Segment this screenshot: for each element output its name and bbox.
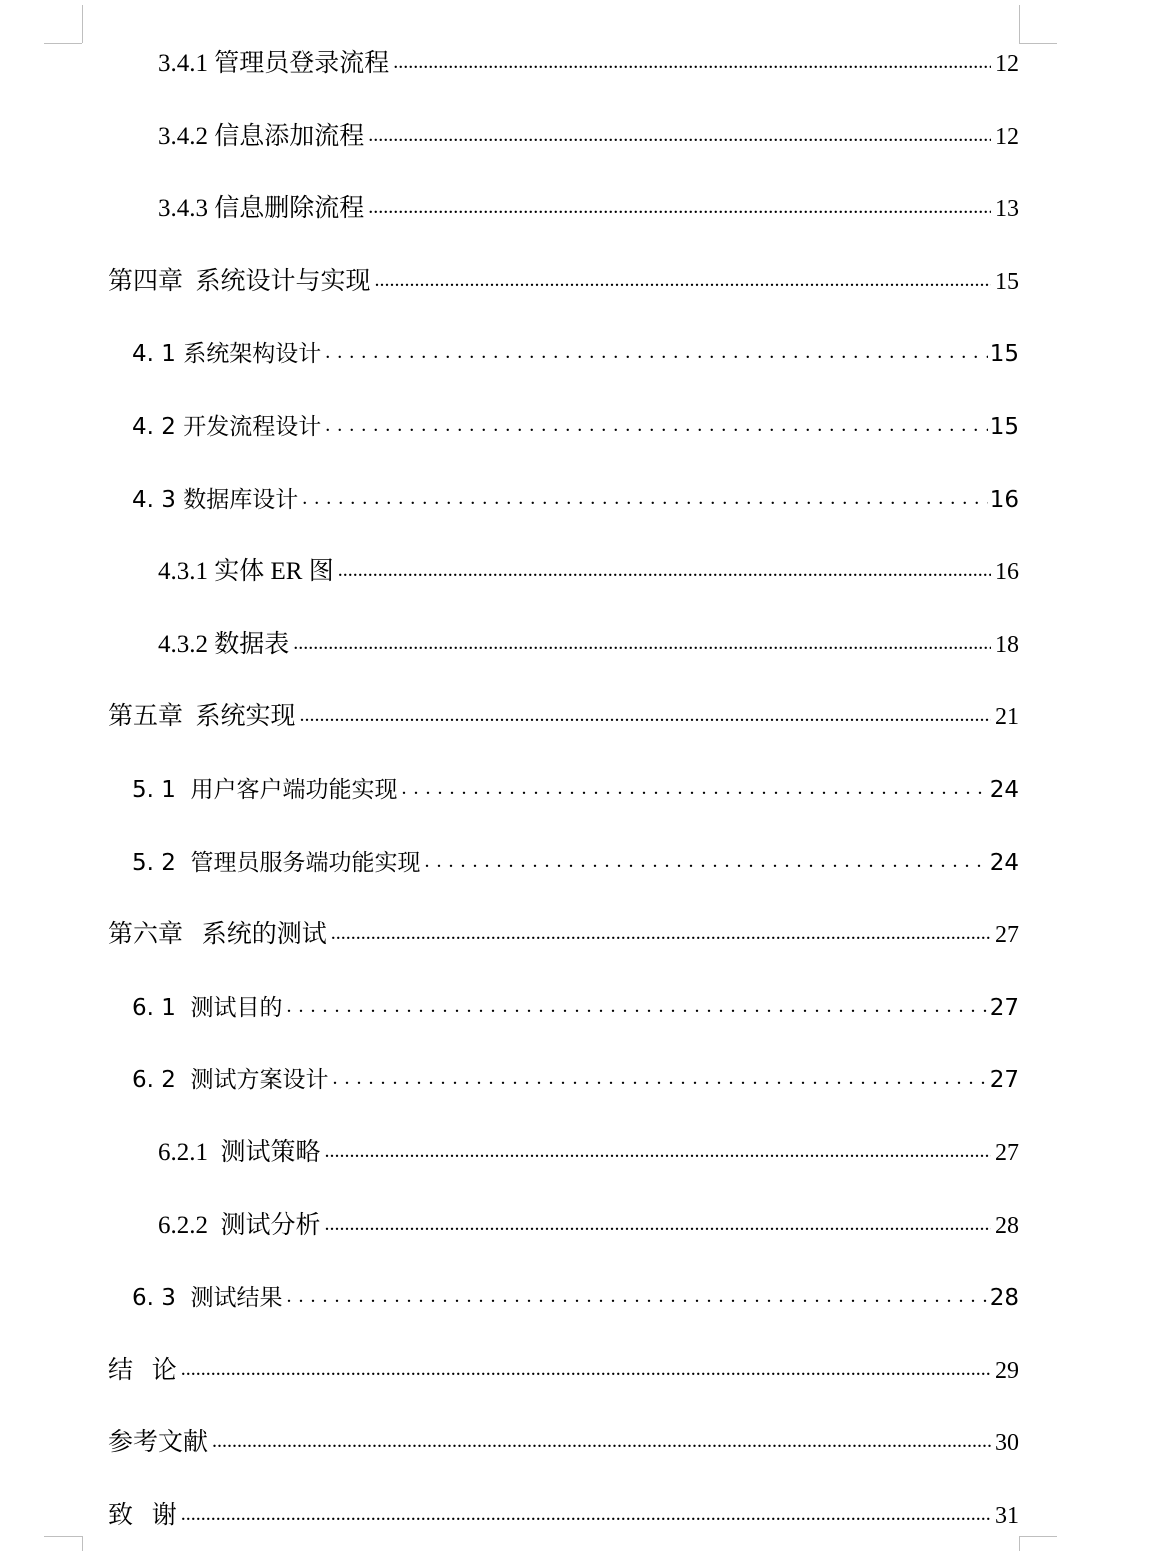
toc-dot-leader (325, 407, 988, 443)
toc-entry-page-number: 31 (995, 1503, 1019, 1529)
toc-entry-page-number: 12 (995, 124, 1019, 150)
toc-dot-leader (425, 843, 988, 879)
toc-dot-leader (375, 262, 991, 298)
toc-entry-title: 4. 1 系统架构设计 (132, 341, 322, 367)
toc-entry-title: 致 谢 (108, 1502, 177, 1529)
toc-entry-page-number: 27 (995, 1140, 1019, 1166)
toc-entry-title: 6. 3 测试结果 (132, 1285, 283, 1311)
toc-entry-title: 第四章 系统设计与实现 (108, 268, 371, 295)
toc-entry-title: 6. 1 测试目的 (132, 995, 283, 1021)
toc-entry[interactable] (0, 699, 1160, 735)
toc-entry[interactable] (0, 627, 1160, 663)
toc-entry-page-number: 28 (995, 1213, 1019, 1239)
toc-entry[interactable] (0, 1208, 1160, 1244)
toc-dot-leader (212, 1423, 991, 1459)
toc-entry-page-number: 21 (995, 704, 1019, 730)
toc-entry-line (158, 191, 1019, 227)
toc-entry-title: 第六章 系统的测试 (108, 921, 327, 948)
toc-dot-leader (325, 334, 988, 370)
toc-entry[interactable] (0, 554, 1160, 590)
toc-entry-page-number: 27 (989, 995, 1019, 1021)
toc-entry-page-number: 15 (995, 269, 1019, 295)
toc-dot-leader (333, 1060, 988, 1096)
toc-entry-line (132, 1280, 1019, 1316)
toc-entry-title: 4.3.2 数据表 (158, 631, 290, 658)
toc-entry-title: 参考文献 (108, 1429, 209, 1456)
toc-entry-line (158, 46, 1019, 82)
toc-entry[interactable] (0, 845, 1160, 881)
toc-entry-page-number: 18 (995, 632, 1019, 658)
toc-dot-leader (287, 1278, 988, 1314)
toc-dot-leader (293, 625, 991, 661)
toc-entry-line (132, 1062, 1019, 1098)
toc-entry-page-number: 24 (989, 777, 1019, 803)
toc-entry-page-number: 24 (989, 850, 1019, 876)
crop-mark-bottom-left-vertical (82, 1536, 83, 1551)
toc-entry[interactable] (0, 264, 1160, 300)
crop-mark-top-left-horizontal (44, 43, 82, 44)
toc-entry-line (132, 772, 1019, 808)
toc-dot-leader (331, 915, 991, 951)
toc-entry[interactable] (0, 1135, 1160, 1171)
toc-entry-title: 3.4.1 管理员登录流程 (158, 50, 390, 77)
toc-entry-page-number: 13 (995, 196, 1019, 222)
toc-dot-leader (393, 44, 991, 80)
toc-entry-line (108, 917, 1019, 953)
toc-entry-title: 结 论 (108, 1357, 177, 1384)
toc-entry[interactable] (0, 1498, 1160, 1534)
toc-entry[interactable] (0, 46, 1160, 82)
toc-entry[interactable] (0, 1425, 1160, 1461)
toc-entry-page-number: 28 (989, 1285, 1019, 1311)
toc-dot-leader (302, 480, 988, 516)
toc-entry[interactable] (0, 990, 1160, 1026)
toc-dot-leader (368, 189, 991, 225)
toc-entry-title: 6. 2 测试方案设计 (132, 1067, 329, 1093)
toc-entry[interactable] (0, 917, 1160, 953)
toc-entry-line (132, 336, 1019, 372)
crop-mark-top-right-horizontal (1019, 43, 1057, 44)
toc-entry-page-number: 16 (989, 487, 1019, 513)
toc-entry-line (108, 699, 1019, 735)
toc-entry[interactable] (0, 191, 1160, 227)
toc-entry-line (158, 1208, 1019, 1244)
toc-entry-line (132, 482, 1019, 518)
toc-entry-title: 5. 2 管理员服务端功能实现 (132, 850, 421, 876)
toc-entry[interactable] (0, 772, 1160, 808)
toc-entry-page-number: 29 (995, 1358, 1019, 1384)
toc-entry[interactable] (0, 1353, 1160, 1389)
toc-entry-line (158, 627, 1019, 663)
toc-entry[interactable] (0, 1062, 1160, 1098)
toc-entry-line (132, 409, 1019, 445)
toc-entry-title: 4. 3 数据库设计 (132, 487, 299, 513)
toc-entry-page-number: 27 (989, 1067, 1019, 1093)
toc-entry-line (108, 1425, 1019, 1461)
toc-dot-leader (368, 117, 991, 153)
toc-entry[interactable] (0, 1280, 1160, 1316)
toc-entry-title: 4.3.1 实体 ER 图 (158, 558, 334, 585)
toc-entry-line (132, 845, 1019, 881)
toc-dot-leader (325, 1206, 991, 1242)
toc-entry-page-number: 27 (995, 922, 1019, 948)
toc-entry[interactable] (0, 482, 1160, 518)
toc-dot-leader (402, 770, 988, 806)
crop-mark-bottom-right-vertical (1019, 1536, 1020, 1551)
toc-entry-title: 6.2.1 测试策略 (158, 1139, 321, 1166)
toc-entry-line (108, 264, 1019, 300)
toc-entry-line (158, 1135, 1019, 1171)
toc-entry[interactable] (0, 119, 1160, 155)
toc-dot-leader (181, 1351, 991, 1387)
toc-entry-title: 5. 1 用户客户端功能实现 (132, 777, 398, 803)
toc-entry-page-number: 30 (995, 1430, 1019, 1456)
toc-entry-line (158, 554, 1019, 590)
toc-dot-leader (287, 988, 988, 1024)
toc-dot-leader (181, 1496, 991, 1532)
toc-entry-title: 6.2.2 测试分析 (158, 1212, 321, 1239)
toc-dot-leader (338, 552, 991, 588)
toc-entry-title: 第五章 系统实现 (108, 703, 296, 730)
toc-entry-title: 3.4.3 信息删除流程 (158, 195, 365, 222)
toc-entry-page-number: 16 (995, 559, 1019, 585)
toc-entry[interactable] (0, 409, 1160, 445)
toc-entry-line (108, 1353, 1019, 1389)
crop-mark-top-right-vertical (1019, 5, 1020, 43)
toc-entry-page-number: 15 (989, 341, 1019, 367)
toc-dot-leader (300, 697, 991, 733)
toc-dot-leader (325, 1133, 991, 1169)
toc-entry[interactable] (0, 336, 1160, 372)
toc-entry-title: 3.4.2 信息添加流程 (158, 123, 365, 150)
toc-entry-page-number: 12 (995, 51, 1019, 77)
toc-entry-line (132, 990, 1019, 1026)
toc-entry-line (108, 1498, 1019, 1534)
crop-mark-bottom-right-horizontal (1019, 1536, 1057, 1537)
toc-entry-title: 4. 2 开发流程设计 (132, 414, 322, 440)
toc-entry-line (158, 119, 1019, 155)
toc-entry-page-number: 15 (989, 414, 1019, 440)
crop-mark-top-left-vertical (82, 5, 83, 43)
crop-mark-bottom-left-horizontal (44, 1536, 82, 1537)
